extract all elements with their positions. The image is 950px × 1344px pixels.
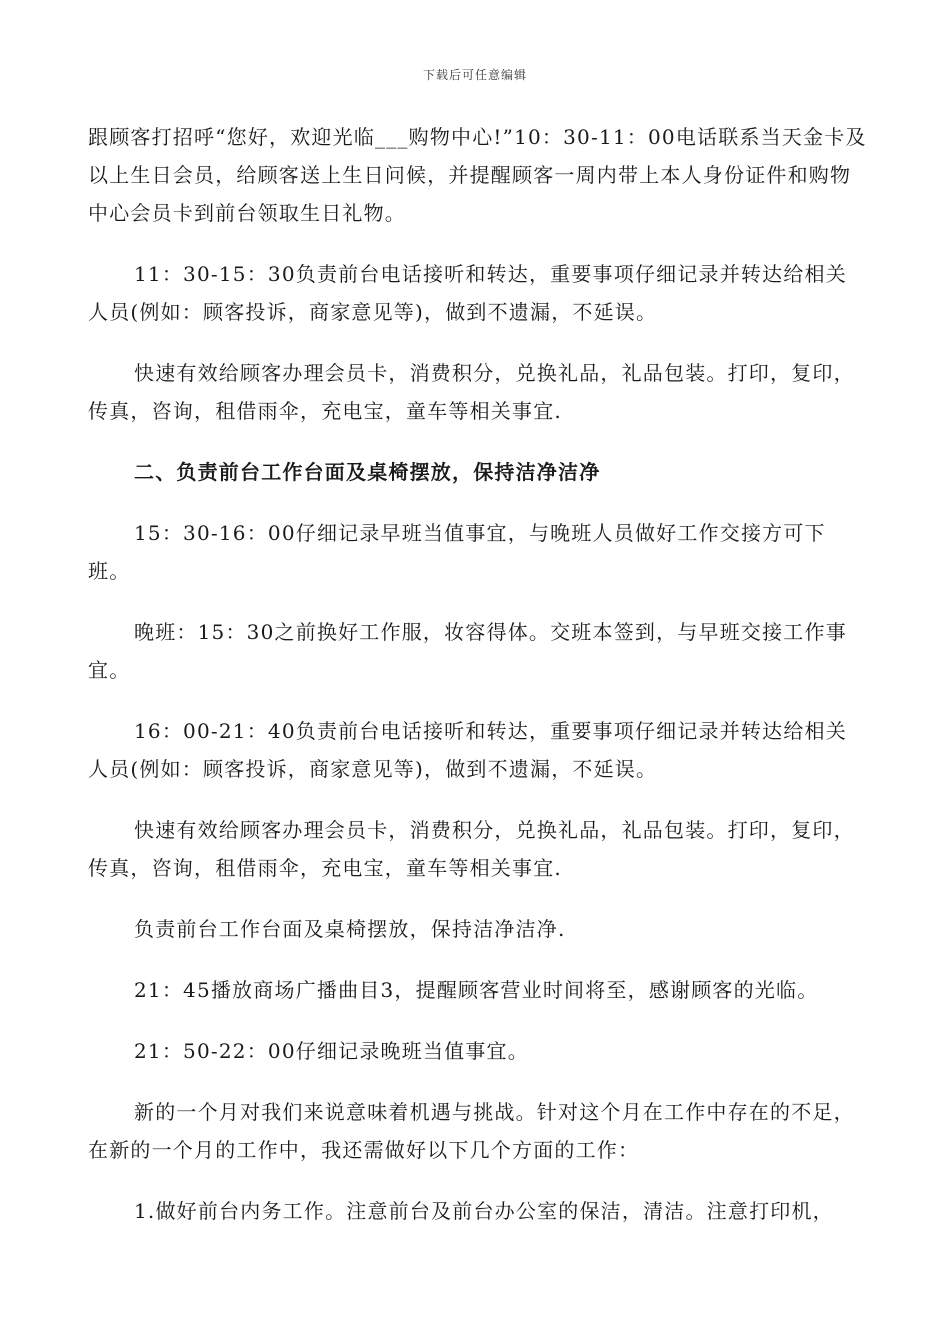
paragraph-member-services-morning: 快速有效给顾客办理会员卡，消费积分，兑换礼品，礼品包装。打印，复印，传真，咨询，租借雨伞，充电宝，童车等相关事宜. [88,361,855,423]
paragraph-greeting-schedule: 跟顾客打招呼“您好，欢迎光临___购物中心!”10：30-11：00电话联系当天金卡及以上生日会员，给顾客送上生日问候，并提醒顾客一周内带上本人身份证件和购物中心会员卡到前台领取生日礼物。 [88,125,867,225]
paragraph-phone-duty-morning: 11：30-15：30负责前台电话接听和转达，重要事项仔细记录并转达给相关人员(例如：顾客投诉，商家意见等)，做到不遗漏，不延误。 [88,262,847,324]
page-header-note: 下载后可任意编辑 [422,68,527,82]
paragraph-evening-shift: 晚班：15：30之前换好工作服，妆容得体。交班本签到，与早班交接工作事宜。 [88,620,847,682]
paragraph-closing-broadcast: 21：45播放商场广播曲目3，提醒顾客营业时间将至，感谢顾客的光临。 [134,978,819,1002]
section-heading: 二、负责前台工作台面及桌椅摆放，保持洁净洁净 [134,460,601,484]
paragraph-evening-record: 21：50-22：00仔细记录晚班当值事宜。 [134,1039,529,1063]
paragraph-desk-tidying: 负责前台工作台面及桌椅摆放，保持洁净洁净. [134,917,566,941]
paragraph-member-services-evening: 快速有效给顾客办理会员卡，消费积分，兑换礼品，礼品包装。打印，复印，传真，咨询，租借雨伞，充电宝，童车等相关事宜. [88,818,855,880]
paragraph-plan-item-1: 1.做好前台内务工作。注意前台及前台办公室的保洁，清洁。注意打印机， [134,1199,834,1223]
document-body [88,118,868,1253]
paragraph-new-month-plan: 新的一个月对我们来说意味着机遇与挑战。针对这个月在工作中存在的不足，在新的一个月的工作中，我还需做好以下几个方面的工作： [88,1100,855,1162]
paragraph-shift-handover: 15：30-16：00仔细记录早班当值事宜，与晚班人员做好工作交接方可下班。 [88,521,826,583]
paragraph-phone-duty-evening: 16：00-21：40负责前台电话接听和转达，重要事项仔细记录并转达给相关人员(例如：顾客投诉，商家意见等)，做到不遗漏，不延误。 [88,719,847,781]
